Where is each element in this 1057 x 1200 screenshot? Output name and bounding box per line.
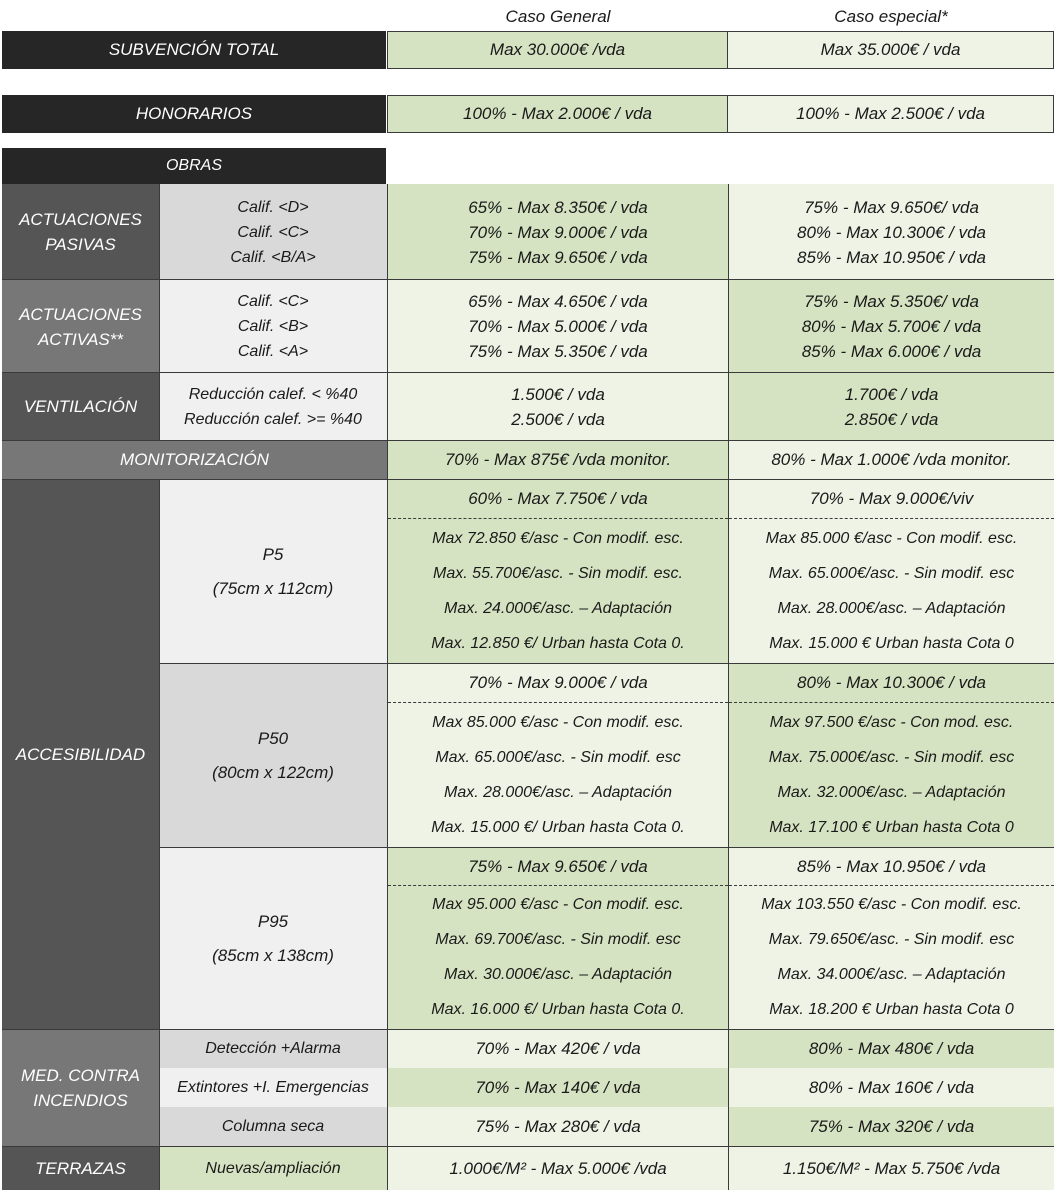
pasivas-general-value: 75% - Max 9.650€ / vda bbox=[468, 247, 648, 267]
activas-general bbox=[387, 280, 728, 373]
activas-general-value: 65% - Max 4.650€ / vda bbox=[468, 292, 648, 311]
pasivas-calif: Calif. <D> bbox=[237, 198, 309, 216]
p50-general-item: Max. 15.000 €/ Urban hasta Cota 0. bbox=[431, 818, 685, 836]
p5-especial-item: Max. 65.000€/asc. - Sin modif. esc bbox=[768, 564, 1015, 582]
p5-name-cell bbox=[159, 480, 387, 663]
p95-especial-item: Max. 79.650€/asc. - Sin modif. esc bbox=[768, 931, 1015, 949]
p50-general-cell bbox=[387, 664, 728, 847]
p95-especial-top: 85% - Max 10.950€ / vda bbox=[729, 848, 1054, 885]
header-caso-especial: Caso especial* bbox=[834, 7, 948, 26]
p95-especial-list bbox=[729, 885, 1054, 1029]
p50-especial-item: Max. 32.000€/asc. – Adaptación bbox=[777, 783, 1006, 801]
activas-label-line2: ACTIVAS** bbox=[37, 329, 124, 349]
p5-general-cell bbox=[387, 480, 728, 663]
pasivas-general-value: 70% - Max 9.000€ / vda bbox=[468, 222, 648, 242]
terrazas-label: TERRAZAS bbox=[2, 1147, 159, 1190]
activas-especial-value: 80% - Max 5.700€ / vda bbox=[801, 317, 982, 336]
p5-general-item: Max. 55.700€/asc. - Sin modif. esc. bbox=[433, 564, 683, 582]
ventilacion-califs bbox=[159, 373, 387, 440]
ventilacion-label: VENTILACIÓN bbox=[2, 373, 159, 440]
incendios-label bbox=[2, 1030, 159, 1146]
p5-especial-item: Max 85.000 €/asc - Con modif. esc. bbox=[765, 529, 1018, 547]
pasivas-especial-value: 75% - Max 9.650€/ vda bbox=[804, 197, 979, 217]
honorarios-general: 100% - Max 2.000€ / vda bbox=[387, 95, 728, 133]
p95-especial-item: Max 103.550 €/asc - Con modif. esc. bbox=[761, 896, 1022, 914]
p95-name-cell bbox=[159, 848, 387, 1029]
activas-calif: Calif. <A> bbox=[237, 343, 309, 360]
p95-general-list bbox=[388, 885, 728, 1029]
p50-name: P50 bbox=[257, 728, 289, 748]
monitorizacion-general: 70% - Max 875€ /vda monitor. bbox=[387, 441, 728, 479]
p5-name: P5 bbox=[262, 544, 284, 564]
incendios-especial-value: 75% - Max 320€ / vda bbox=[728, 1107, 1054, 1146]
incendios-label-line1: MED. CONTRA bbox=[21, 1066, 140, 1085]
col-divider bbox=[159, 184, 160, 280]
p5-especial-list bbox=[729, 518, 1054, 663]
monitorizacion-especial: 80% - Max 1.000€ /vda monitor. bbox=[728, 441, 1054, 479]
p95-especial-item: Max. 34.000€/asc. – Adaptación bbox=[777, 965, 1006, 983]
incendios-calif: Detección +Alarma bbox=[159, 1030, 387, 1068]
honorarios-especial: 100% - Max 2.500€ / vda bbox=[727, 95, 1054, 133]
terrazas-especial: 1.150€/M² - Max 5.750€ /vda bbox=[728, 1147, 1054, 1190]
p50-general-item: Max. 65.000€/asc. - Sin modif. esc bbox=[435, 748, 681, 766]
p95-name: P95 bbox=[257, 911, 289, 931]
pasivas-general bbox=[387, 184, 728, 280]
incendios-calif: Columna seca bbox=[159, 1107, 387, 1146]
ventilacion-general-value: 2.500€ / vda bbox=[511, 409, 605, 429]
incendios-general-value: 70% - Max 140€ / vda bbox=[387, 1068, 728, 1107]
activas-especial bbox=[728, 280, 1054, 373]
p5-especial-item: Max. 15.000 € Urban hasta Cota 0 bbox=[769, 634, 1014, 652]
p50-especial-item: Max. 17.100 € Urban hasta Cota 0 bbox=[769, 818, 1014, 836]
subvencion-especial: Max 35.000€ / vda bbox=[727, 31, 1054, 69]
p50-size: (80cm x 122cm) bbox=[212, 762, 334, 782]
pasivas-label bbox=[2, 184, 159, 280]
ventilacion-especial-value: 1.700€ / vda bbox=[844, 384, 939, 404]
ventilacion-especial bbox=[728, 373, 1054, 440]
p5-general-item: Max. 12.850 €/ Urban hasta Cota 0. bbox=[431, 634, 685, 652]
ventilacion-general-value: 1.500€ / vda bbox=[511, 384, 605, 404]
activas-especial-value: 75% - Max 5.350€/ vda bbox=[804, 292, 979, 311]
incendios-label-line2: INCENDIOS bbox=[33, 1091, 128, 1110]
p95-general-item: Max. 69.700€/asc. - Sin modif. esc bbox=[435, 931, 681, 949]
p5-general-top: 60% - Max 7.750€ / vda bbox=[388, 480, 728, 518]
terrazas-general: 1.000€/M² - Max 5.000€ /vda bbox=[387, 1147, 728, 1190]
subvencion-label: SUBVENCIÓN TOTAL bbox=[2, 31, 386, 69]
activas-label-line1: ACTUACIONES bbox=[19, 304, 142, 324]
p95-especial-item: Max. 18.200 € Urban hasta Cota 0 bbox=[769, 1000, 1014, 1018]
p95-especial-cell bbox=[728, 848, 1054, 1029]
activas-calif: Calif. <B> bbox=[237, 318, 309, 335]
p50-general-top: 70% - Max 9.000€ / vda bbox=[388, 664, 728, 702]
ventilacion-especial-value: 2.850€ / vda bbox=[844, 409, 939, 429]
p50-especial-item: Max 97.500 €/asc - Con mod. esc. bbox=[769, 713, 1014, 731]
activas-califs bbox=[159, 280, 387, 373]
p5-size: (75cm x 112cm) bbox=[212, 578, 334, 598]
p5-general-list bbox=[388, 518, 728, 663]
pasivas-calif: Calif. <B/A> bbox=[230, 248, 316, 266]
p50-name-cell bbox=[159, 664, 387, 847]
obras-label: OBRAS bbox=[2, 148, 386, 184]
ventilacion-calif: Reducción calef. < %40 bbox=[188, 385, 358, 403]
p50-especial-cell bbox=[728, 664, 1054, 847]
activas-calif: Calif. <C> bbox=[237, 293, 309, 310]
p5-especial-item: Max. 28.000€/asc. – Adaptación bbox=[777, 599, 1006, 617]
p5-general-item: Max 72.850 €/asc - Con modif. esc. bbox=[432, 529, 684, 547]
accesibilidad-label: ACCESIBILIDAD bbox=[2, 480, 159, 1029]
incendios-especial-value: 80% - Max 480€ / vda bbox=[728, 1030, 1054, 1068]
terrazas-calif: Nuevas/ampliación bbox=[159, 1147, 387, 1190]
monitorizacion-label: MONITORIZACIÓN bbox=[2, 441, 387, 479]
header-caso-general: Caso General bbox=[505, 7, 611, 26]
p95-general-cell bbox=[387, 848, 728, 1029]
col-divider bbox=[159, 480, 160, 1190]
p95-size: (85cm x 138cm) bbox=[212, 945, 334, 965]
pasivas-calif: Calif. <C> bbox=[237, 223, 309, 241]
pasivas-califs bbox=[159, 184, 387, 280]
subvencion-general: Max 30.000€ /vda bbox=[387, 31, 728, 69]
p50-general-item: Max. 28.000€/asc. – Adaptación bbox=[444, 783, 672, 801]
activas-label bbox=[2, 280, 159, 373]
p50-especial-item: Max. 75.000€/asc. - Sin modif. esc bbox=[768, 748, 1015, 766]
ventilacion-general bbox=[387, 373, 728, 440]
pasivas-especial bbox=[728, 184, 1054, 280]
p95-general-item: Max. 30.000€/asc. – Adaptación bbox=[444, 965, 672, 983]
p50-especial-top: 80% - Max 10.300€ / vda bbox=[729, 664, 1054, 702]
p95-general-top: 75% - Max 9.650€ / vda bbox=[388, 848, 728, 885]
p50-general-item: Max 85.000 €/asc - Con modif. esc. bbox=[432, 713, 684, 731]
incendios-general-value: 75% - Max 280€ / vda bbox=[387, 1107, 728, 1146]
incendios-calif: Extintores +I. Emergencias bbox=[159, 1068, 387, 1107]
p5-especial-cell bbox=[728, 480, 1054, 663]
pasivas-general-value: 65% - Max 8.350€ / vda bbox=[468, 197, 648, 217]
activas-general-value: 75% - Max 5.350€ / vda bbox=[468, 342, 648, 361]
p50-especial-list bbox=[729, 702, 1054, 847]
col-divider bbox=[159, 280, 160, 440]
p50-general-list bbox=[388, 702, 728, 847]
pasivas-label-line2: PASIVAS bbox=[45, 235, 116, 254]
pasivas-especial-value: 80% - Max 10.300€ / vda bbox=[796, 222, 986, 242]
ventilacion-calif: Reducción calef. >= %40 bbox=[184, 410, 362, 428]
activas-especial-value: 85% - Max 6.000€ / vda bbox=[801, 342, 982, 361]
p95-general-item: Max 95.000 €/asc - Con modif. esc. bbox=[432, 896, 684, 914]
activas-general-value: 70% - Max 5.000€ / vda bbox=[468, 317, 648, 336]
incendios-especial-value: 80% - Max 160€ / vda bbox=[728, 1068, 1054, 1107]
pasivas-especial-value: 85% - Max 10.950€ / vda bbox=[796, 247, 986, 267]
p5-especial-top: 70% - Max 9.000€/viv bbox=[729, 480, 1054, 518]
incendios-general-value: 70% - Max 420€ / vda bbox=[387, 1030, 728, 1068]
honorarios-label: HONORARIOS bbox=[2, 95, 386, 133]
p95-general-item: Max. 16.000 €/ Urban hasta Cota 0. bbox=[431, 1000, 685, 1018]
pasivas-label-line1: ACTUACIONES bbox=[19, 210, 142, 229]
p5-general-item: Max. 24.000€/asc. – Adaptación bbox=[444, 599, 672, 617]
